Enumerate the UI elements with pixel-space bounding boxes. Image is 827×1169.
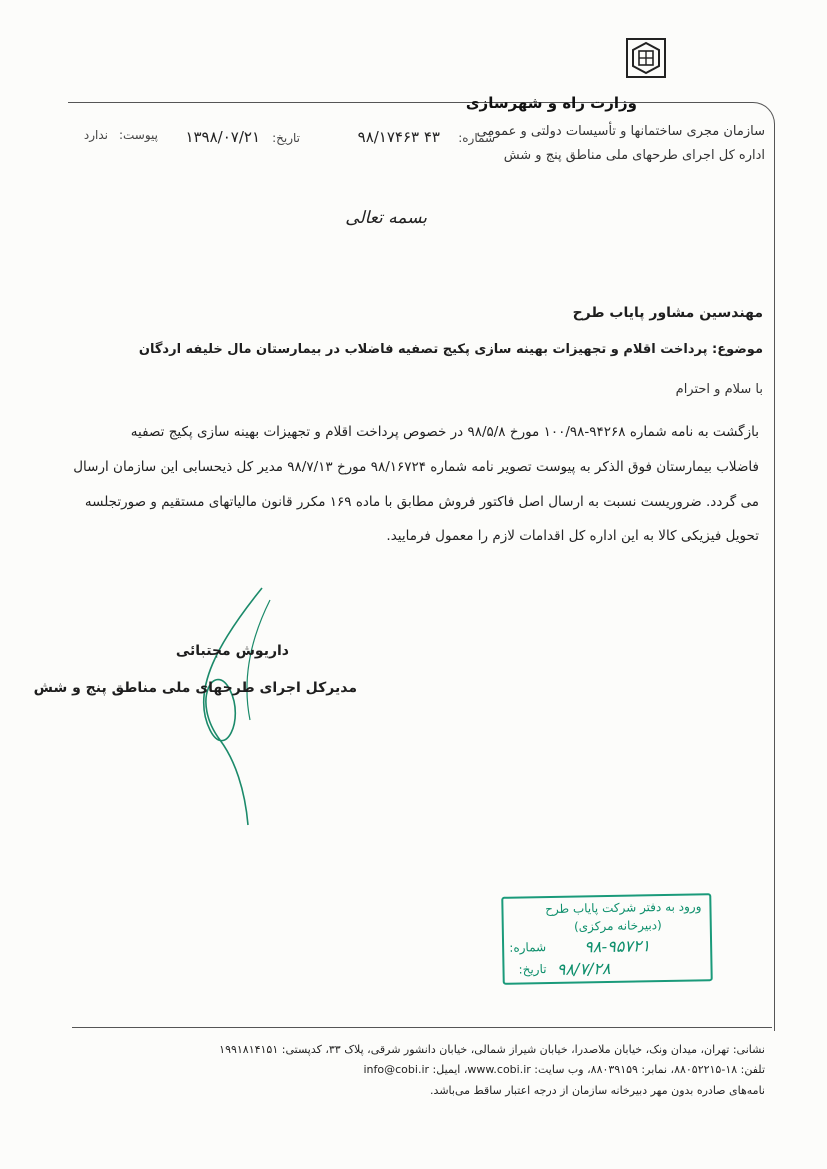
stamp-date: ۹۸/۷/۲۸ [556,958,611,979]
body-line-3: می گردد. ضروریست نسبت به ارسال اصل فاکتور فروش مطابق با ماده ۱۶۹ مکرر قانون مالیاتهای مستقیم و صورتجلسه [84,494,759,510]
footer-address: نشانی: تهران، میدان ونک، خیابان ملاصدرا، خیابان شیراز شمالی، خیابان دانشور شرقی، پلاک ۳۳، کدپستی: ۱۹۹۱۸۱۴۱۵۱ [219,1043,765,1056]
date-label: تاریخ: [272,131,300,145]
org-line-2: اداره کل اجرای طرحهای ملی مناطق پنج و شش [503,148,765,163]
logo-emblem-icon [628,40,664,76]
received-stamp [501,893,713,985]
stamp-line-2: (دبیرخانه مرکزی) [573,918,662,934]
signatory-name: داریوش مجتبائی [175,643,289,659]
stamp-number: ۹۸-۹۵۷۲۱ [584,936,651,957]
letter-number: ۴۳ ۹۸/۱۷۴۶۳ [357,128,440,146]
attachment-value: ندارد [83,128,108,142]
footer-contact: تلفن: ۱۸-۸۸۰۵۲۲۱۵، نمابر: ۸۸۰۳۹۱۵۹، وب سایت: www.cobi.ir، ایمیل: info@cobi.ir [363,1063,765,1076]
signatory-title: مدیرکل اجرای طرحهای ملی مناطق پنج و شش [33,680,357,696]
stamp-line-1: ورود به دفتر شرکت پایاب طرح [545,899,702,917]
ministry-name: وزارت راه و شهرسازی [465,94,637,112]
letter-date: ۱۳۹۸/۰۷/۲۱ [185,128,260,146]
attachment-label: پیوست: [118,128,158,142]
recipient: مهندسین مشاور پایاب طرح [572,305,763,321]
greeting: با سلام و احترام [675,382,763,397]
subject-line: موضوع: پرداخت اقلام و تجهیزات بهینه سازی پکیج تصفیه فاضلاب در بیمارستان مال خلیفه اردگان [138,342,763,357]
body-line-1: بازگشت به نامه شماره ۹۴۲۶۸-۱۰۰/۹۸ مورخ ۹۸/۵/۸ در خصوص پرداخت اقلام و تجهیزات بهینه سازی پکیج تصفیه [130,424,759,440]
body-line-4: تحویل فیزیکی کالا به این اداره کل اقدامات لازم را معمول فرمایید. [386,528,759,544]
handwritten-signature [150,580,310,830]
footer-rule [72,1027,772,1028]
org-line-1: سازمان مجری ساختمانها و تأسیسات دولتی و عمومی [476,124,765,139]
body-line-2: فاضلاب بیمارستان فوق الذکر به پیوست تصویر نامه شماره ۹۸/۱۶۷۲۴ مورخ ۹۸/۷/۱۳ مدیر کل ذیحسابی این سازمان ارسال [73,459,759,475]
footer-note: نامه‌های صادره بدون مهر دبیرخانه سازمان از درجه اعتبار ساقط می‌باشد. [430,1084,765,1097]
bismillah-heading: بسمه تعالی [345,208,427,228]
number-label: شماره: [458,131,495,145]
ministry-logo [626,38,666,78]
stamp-number-label: شماره: [509,940,547,955]
letter-frame [68,102,775,1031]
stamp-date-label: تاریخ: [518,962,547,977]
